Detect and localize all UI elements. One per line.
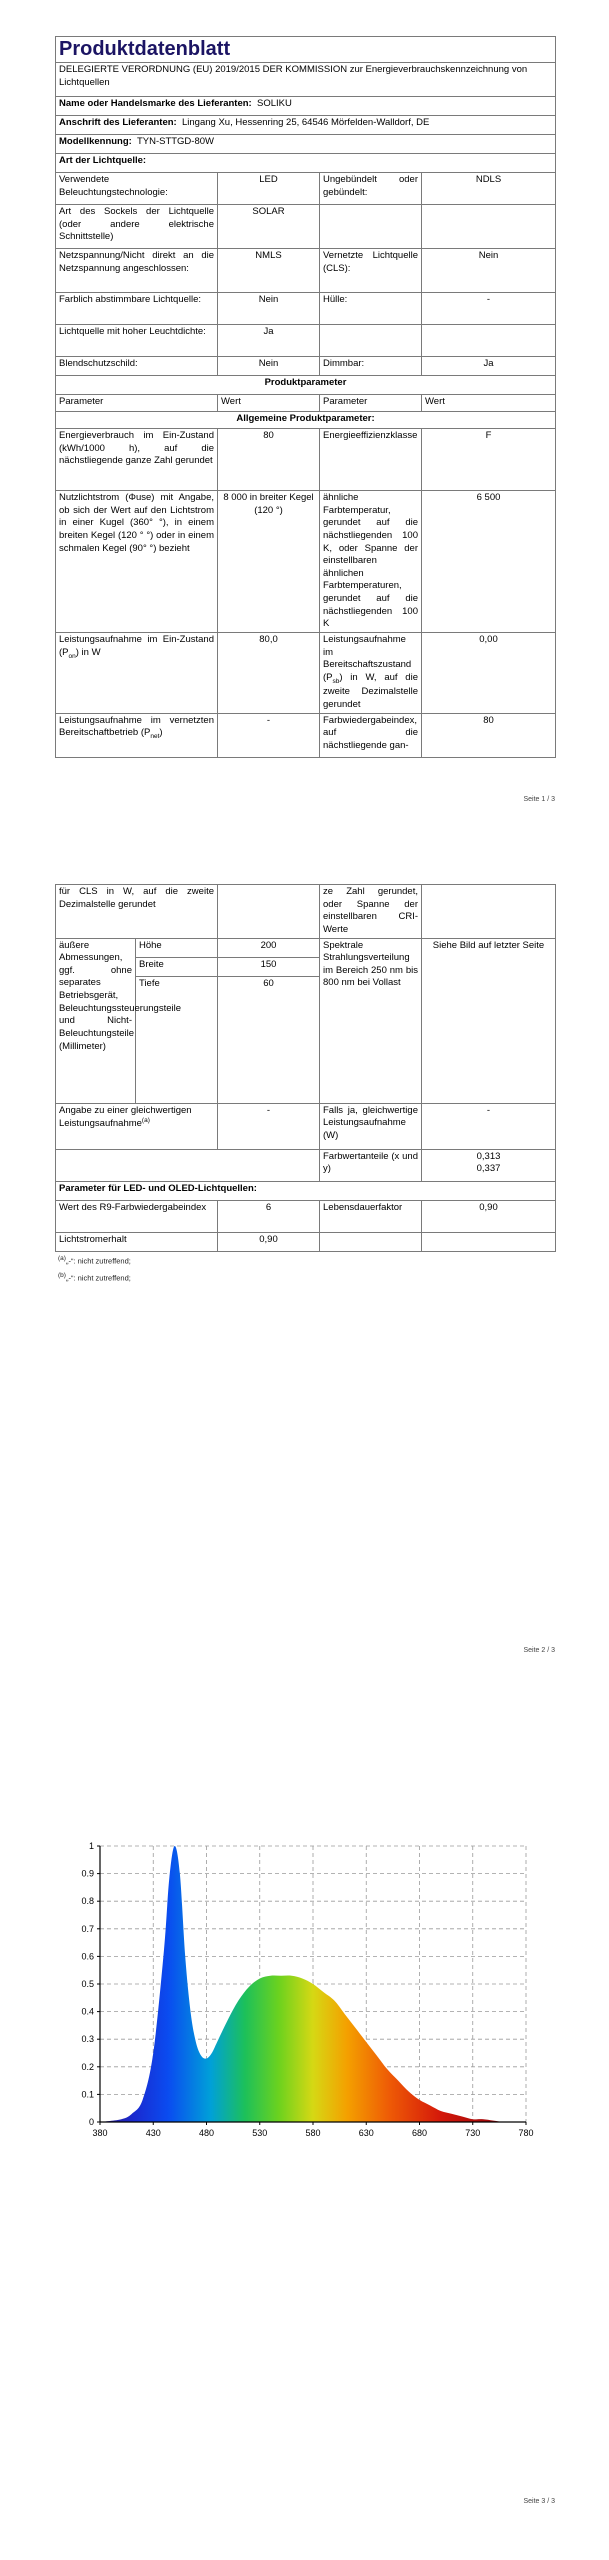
equivalent-power-claim-value: - xyxy=(218,1103,320,1149)
cri-label-cont: ze Zahl gerundet, oder Spanne der einstellbaren CRI-Werte xyxy=(320,885,422,939)
product-parameters-heading: Produktparameter xyxy=(56,376,556,395)
supplier-address: Lingang Xu, Hessenring 25, 64546 Mörfelden-Walldorf, DE xyxy=(182,117,430,128)
equivalent-claim-text: Angabe zu einer gleichwertigen Leistungsaufnahme xyxy=(59,1104,192,1130)
page-number-3: Seite 3 / 3 xyxy=(523,2498,555,2505)
cap-value: SOLAR xyxy=(218,205,320,249)
energy-consumption-value: 80 xyxy=(218,429,320,491)
power-on-sub: on xyxy=(68,652,76,660)
y-tick-label: 1 xyxy=(88,1841,94,1851)
tunable-value: Nein xyxy=(218,293,320,325)
y-tick-label: 0.6 xyxy=(81,1951,94,1962)
col-header-value: Wert xyxy=(218,395,320,412)
x-tick-label: 580 xyxy=(305,2128,321,2138)
spectral-label: Spektrale Strahlungsverteilung im Bereich 250 nm bis 800 nm bei Vollast xyxy=(320,938,422,1103)
hlls-label: Lichtquelle mit hoher Leuchtdichte: xyxy=(56,325,218,357)
technology-value: LED xyxy=(218,173,320,205)
page-title: Produktdatenblatt xyxy=(56,37,556,63)
y-tick-label: 0.3 xyxy=(81,2034,94,2045)
networked-sub: net xyxy=(150,733,160,741)
survival-factor-label: Lebensdauerfaktor xyxy=(320,1200,422,1232)
tunable-label: Farblich abstimmbare Lichtquelle: xyxy=(56,293,218,325)
y-tick-label: 0.9 xyxy=(81,1868,94,1879)
x-tick-label: 680 xyxy=(411,2128,428,2138)
spectral-value: Siehe Bild auf letzter Seite xyxy=(422,938,556,1103)
useful-flux-value: 8 000 in breiter Kegel (120 °) xyxy=(218,491,320,633)
non-directional-label: Ungebündelt oder gebündelt: xyxy=(320,173,422,205)
lumen-maintenance-value: 0,90 xyxy=(218,1232,320,1251)
footnote-b-text: „-“: nicht zutreffend; xyxy=(65,1273,131,1283)
cct-value: 6 500 xyxy=(422,491,556,633)
y-tick-label: 0 xyxy=(88,2117,94,2127)
x-tick-label: 530 xyxy=(252,2128,268,2138)
energy-class-value: F xyxy=(422,429,556,491)
dimmable-value: Ja xyxy=(422,357,556,376)
hlls-value: Ja xyxy=(218,325,320,357)
y-tick-label: 0.8 xyxy=(81,1896,94,1907)
envelope-label: Hülle: xyxy=(320,293,422,325)
cls-value: Nein xyxy=(422,249,556,293)
standby-power-value: 0,00 xyxy=(422,633,556,714)
supplier-address-label: Anschrift des Lieferanten: xyxy=(59,117,177,128)
equivalent-power-value: - xyxy=(422,1103,556,1149)
mains-label: Netzspannung/Nicht direkt an die Netzspannung angeschlossen: xyxy=(56,249,218,293)
networked-label-text: Leistungsaufnahme im vernetzten Bereitschaftbetrieb (P xyxy=(59,714,214,739)
x-tick-label: 780 xyxy=(518,2128,534,2138)
power-on-value: 80,0 xyxy=(218,633,320,714)
cri-value: 80 xyxy=(422,713,556,757)
page-number-1: Seite 1 / 3 xyxy=(523,796,555,803)
light-source-type-heading: Art der Lichtquelle: xyxy=(56,154,556,173)
envelope-value: - xyxy=(422,293,556,325)
networked-standby-label-cont: für CLS in W, auf die zweite Dezimalstelle gerundet xyxy=(56,885,218,939)
led-parameters-heading: Parameter für LED- und OLED-Lichtquellen: xyxy=(56,1181,556,1200)
energy-class-label: Energieeffizienzklasse xyxy=(320,429,422,491)
dimensions-label: äußere Abmessungen, ggf. ohne separates Betriebsgerät, Beleuchtungssteuerungsteile und Nicht-Beleuchtungsteile (Millimeter) xyxy=(56,938,136,1103)
footnote-b-mark: (b) xyxy=(58,1272,66,1279)
x-tick-label: 630 xyxy=(358,2128,374,2138)
col-header-value-2: Wert xyxy=(422,395,556,412)
glare-label: Blendschutzschild: xyxy=(56,357,218,376)
footnote-ref-a: (a) xyxy=(141,1117,150,1125)
dimmable-label: Dimmbar: xyxy=(320,357,422,376)
width-label: Breite xyxy=(136,957,218,976)
page-number-2: Seite 2 / 3 xyxy=(523,1647,555,1654)
cap-label: Art des Sockels der Lichtquelle (oder andere elektrische Schnittstelle) xyxy=(56,205,218,249)
supplier-name: SOLIKU xyxy=(257,98,292,109)
col-header-parameter-2: Parameter xyxy=(320,395,422,412)
supplier-name-label: Name oder Handelsmarke des Lieferanten: xyxy=(59,98,252,109)
cri-label: Farbwiedergabeindex, auf die nächstliegende gan- xyxy=(320,713,422,757)
model-id: TYN-STTGD-80W xyxy=(136,136,214,147)
x-tick-label: 480 xyxy=(198,2128,215,2138)
y-tick-label: 0.7 xyxy=(81,1923,94,1934)
cct-label: ähnliche Farbtemperatur, gerundet auf die nächstliegenden 100 K, oder Spanne der einstellbaren ähnlichen Farbtemperaturen, gerundet auf die nächstliegenden 100 K xyxy=(320,491,422,633)
networked-standby-value: - xyxy=(218,713,320,757)
y-tick-label: 0.4 xyxy=(81,2006,94,2017)
chromaticity-label: Farbwertanteile (x und y) xyxy=(320,1149,422,1181)
col-header-parameter: Parameter xyxy=(56,395,218,412)
energy-consumption-label: Energieverbrauch im Ein-Zustand (kWh/1000 h), auf die nächstliegende ganze Zahl gerundet xyxy=(56,429,218,491)
footnote-a-text: „-“: nicht zutreffend; xyxy=(65,1256,131,1266)
footnote-a-mark: (a) xyxy=(58,1255,66,1262)
x-tick-label: 380 xyxy=(92,2128,108,2138)
height-value: 200 xyxy=(218,938,320,957)
cls-label: Vernetzte Lichtquelle (CLS): xyxy=(320,249,422,293)
standby-label-tail: ) in W, auf die zweite Dezimalstelle gerundet xyxy=(323,671,418,711)
mains-value: NMLS xyxy=(218,249,320,293)
power-on-label-tail: ) in W xyxy=(75,646,101,658)
width-value: 150 xyxy=(218,957,320,976)
useful-flux-label: Nutzlichtstrom (Φuse) mit Angabe, ob sich der Wert auf den Lichtstrom in einer Kugel (360° °), in einem breiten Kegel (120 ° °) oder in einem schmalen Kegel (90° °) bezieht xyxy=(56,491,218,633)
regulation-text: DELEGIERTE VERORDNUNG (EU) 2019/2015 DER KOMMISSION zur Energieverbrauchskennzeichnung von Lichtquellen xyxy=(56,63,556,97)
y-tick-label: 0.2 xyxy=(81,2061,94,2072)
chromaticity-x: 0,313 xyxy=(476,1150,501,1162)
height-label: Höhe xyxy=(136,938,218,957)
y-tick-label: 0.1 xyxy=(81,2089,94,2100)
r9-value: 6 xyxy=(218,1200,320,1232)
lumen-maintenance-label: Lichtstromerhalt xyxy=(56,1232,218,1251)
survival-factor-value: 0,90 xyxy=(422,1200,556,1232)
depth-label: Tiefe xyxy=(136,976,218,1103)
depth-value: 60 xyxy=(218,976,320,1103)
technology-label: Verwendete Beleuchtungstechnologie: xyxy=(56,173,218,205)
y-tick-label: 0.5 xyxy=(81,1979,94,1989)
equivalent-power-label: Falls ja, gleichwertige Leistungsaufnahme (W) xyxy=(320,1103,422,1149)
standby-label-text: Leistungsaufnahme im Bereitschaftszustand (P xyxy=(323,634,412,683)
model-label: Modellkennung: xyxy=(59,136,132,147)
general-parameters-heading: Allgemeine Produktparameter: xyxy=(56,412,556,429)
r9-label: Wert des R9-Farbwiedergabeindex xyxy=(56,1200,218,1232)
chromaticity-y: 0,337 xyxy=(476,1163,501,1175)
networked-label-tail: ) xyxy=(159,727,163,739)
glare-value: Nein xyxy=(218,357,320,376)
x-tick-label: 430 xyxy=(145,2128,161,2138)
x-tick-label: 730 xyxy=(465,2128,481,2138)
power-on-label-text: Leistungsaufnahme im Ein-Zustand (P xyxy=(59,634,214,658)
non-directional-value: NDLS xyxy=(422,173,556,205)
standby-sub: sb xyxy=(332,677,340,685)
